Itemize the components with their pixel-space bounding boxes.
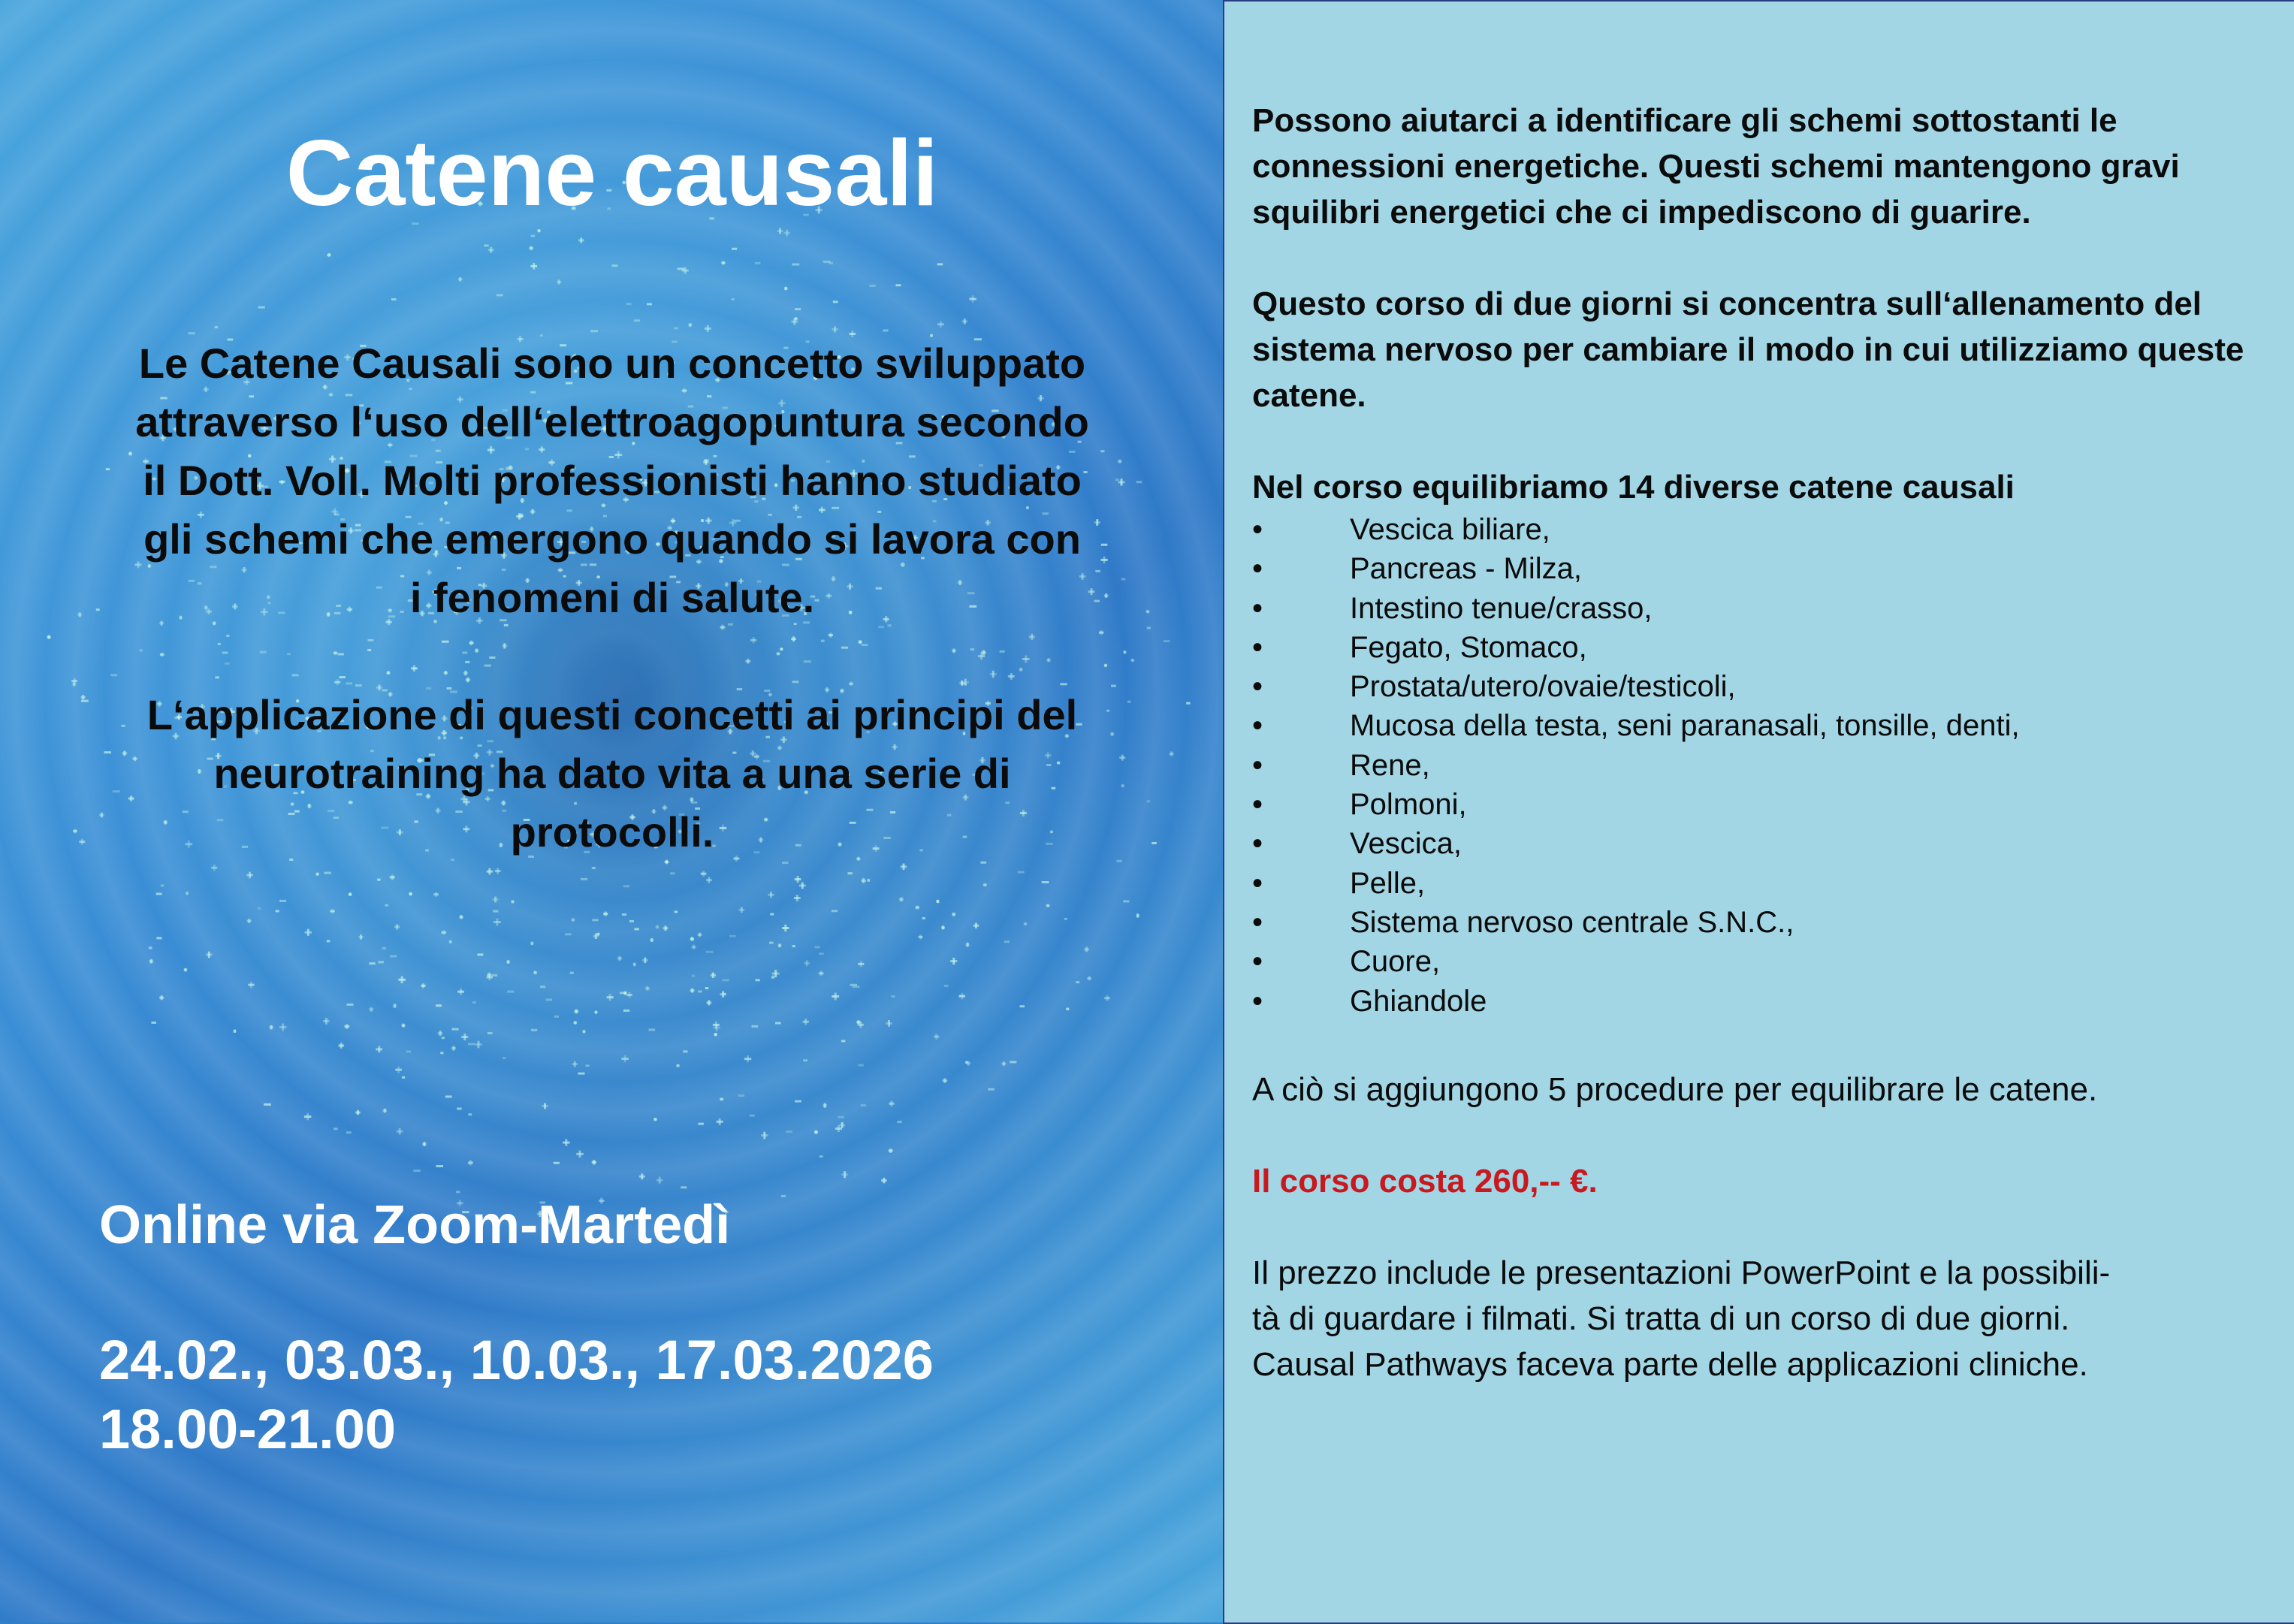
list-item-label: Rene, [1350, 748, 1430, 782]
list-item [1252, 942, 2274, 981]
causal-chain-list [1252, 510, 2274, 1021]
list-item [1252, 510, 2274, 549]
list-item [1252, 824, 2274, 863]
list-item [1252, 706, 2274, 745]
list-item-label: Ghiandole [1350, 984, 1487, 1018]
closing-line-2: tà di guardare i filmati. Si tratta di un corso di due giorni. [1252, 1300, 2070, 1337]
closing-line-3: Causal Pathways faceva parte delle applicazioni cliniche. [1252, 1345, 2088, 1383]
bullet-icon: • [1252, 748, 1263, 782]
list-item-label: Intestino tenue/crasso, [1350, 591, 1653, 625]
intro-text [135, 334, 1089, 920]
list-item [1252, 864, 2274, 903]
paragraph-schemes: Possono aiutarci a identificare gli schemi sottostanti le connessioni energetiche. Questi schemi mantengono gravi squilibri energetici che ci impediscono di guarire. [1252, 102, 2180, 231]
list-item-label: Fegato, Stomaco, [1350, 630, 1587, 664]
list-item [1252, 628, 2274, 667]
list-item-label: Sistema nervoso centrale S.N.C., [1350, 905, 1794, 939]
list-item-label: Prostata/utero/ovaie/testicoli, [1350, 670, 1736, 704]
list-item [1252, 903, 2274, 942]
bullet-icon: • [1252, 709, 1263, 743]
bullet-icon: • [1252, 552, 1263, 586]
schedule [99, 1326, 934, 1464]
intro-paragraph-2: L‘applicazione di questi concetti ai principi del neurotraining ha dato vita a una serie di protocolli. [146, 691, 1078, 856]
procedures-note: A ciò si aggiungono 5 procedure per equilibrare le catene. [1252, 1070, 2098, 1108]
bullet-icon: • [1252, 905, 1263, 939]
bullet-icon: • [1252, 945, 1263, 979]
list-item [1252, 746, 2274, 785]
list-item-label: Vescica biliare, [1350, 513, 1550, 546]
online-info: Online via Zoom-Martedì [99, 1195, 731, 1255]
course-time: 18.00-21.00 [99, 1398, 397, 1460]
list-item [1252, 785, 2274, 824]
bullet-icon: • [1252, 984, 1263, 1018]
course-dates: 24.02., 03.03., 10.03., 17.03.2026 [99, 1329, 934, 1391]
right-content [1252, 98, 2274, 1387]
right-panel [1223, 0, 2294, 1624]
price-note: Il corso costa 260,-- €. [1252, 1162, 1598, 1200]
list-heading: Nel corso equilibriamo 14 diverse catene causali [1252, 469, 2015, 506]
list-item-label: Vescica, [1350, 827, 1462, 861]
bullet-icon: • [1252, 827, 1263, 861]
bullet-icon: • [1252, 513, 1263, 546]
list-item [1252, 589, 2274, 628]
intro-paragraph-1: Le Catene Causali sono un concetto sviluppato attraverso l‘uso dell‘elettroagopuntura secondo il Dott. Voll. Molti professionisti hanno studiato gli schemi che emergono quando si lavora con i fenomeni di salute. [135, 340, 1089, 621]
bullet-icon: • [1252, 866, 1263, 900]
list-item [1252, 667, 2274, 706]
list-item-label: Pelle, [1350, 866, 1426, 900]
list-item [1252, 549, 2274, 588]
list-item-label: Pancreas - Milza, [1350, 552, 1582, 586]
bullet-icon: • [1252, 591, 1263, 625]
bullet-icon: • [1252, 788, 1263, 822]
bullet-icon: • [1252, 630, 1263, 664]
page-title: Catene causali [285, 122, 939, 225]
closing-line-1: Il prezzo include le presentazioni PowerPoint e la possibili- [1252, 1254, 2111, 1291]
list-item-label: Polmoni, [1350, 788, 1467, 822]
list-item-label: Mucosa della testa, seni paranasali, tonsille, denti, [1350, 709, 2020, 743]
bullet-icon: • [1252, 670, 1263, 704]
list-item-label: Cuore, [1350, 945, 1441, 979]
list-item [1252, 982, 2274, 1021]
paragraph-course-focus: Questo corso di due giorni si concentra sull‘allenamento del sistema nervoso per cambiare il modo in cui utilizziamo queste catene. [1252, 285, 2244, 414]
